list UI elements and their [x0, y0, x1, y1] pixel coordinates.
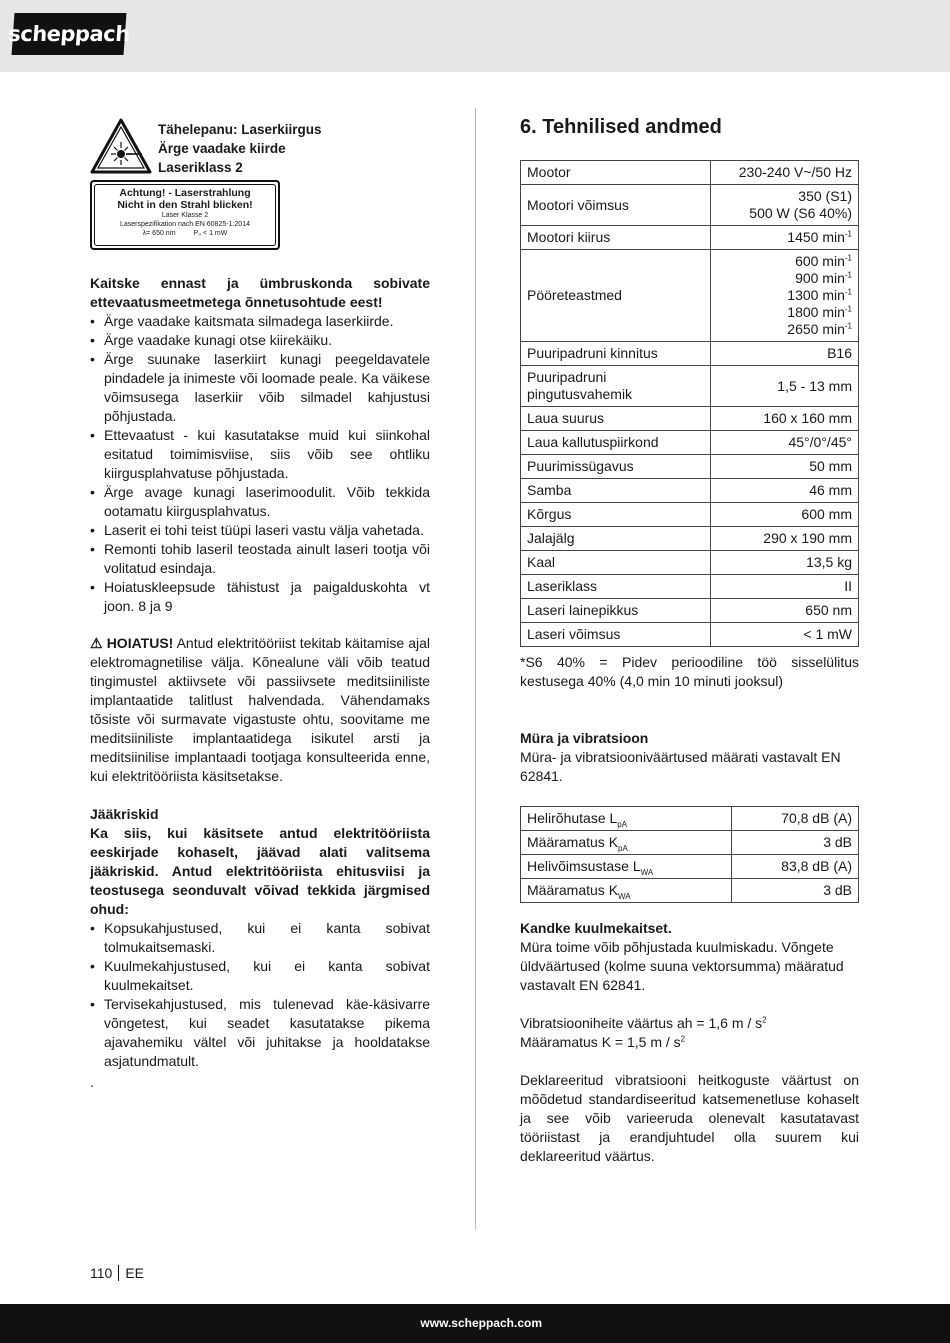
spec-value-text: II — [844, 578, 852, 594]
list-item: • Hoiatuskleepsude tähistust ja paigalduskohta vt joon. 8 ja 9 — [90, 578, 430, 616]
right-column — [520, 114, 859, 1166]
vibration-uncertainty — [520, 1033, 859, 1052]
spec-value-sup: -1 — [844, 229, 852, 239]
warning-line: Ärge vaadake kiirde — [158, 141, 286, 156]
spec-value-text: 290 x 190 mm — [763, 530, 852, 546]
laser-warning-title — [158, 120, 322, 177]
spec-label: Laseri võimsus — [521, 623, 711, 647]
vibration-sup: 2 — [762, 1015, 767, 1025]
noise-value: 3 dB — [731, 879, 858, 903]
noise-label-sub: WA — [618, 891, 631, 901]
spec-value-text: 600 min — [795, 253, 845, 269]
noise-label-text: Helirõhutase L — [527, 810, 618, 826]
spec-value — [711, 527, 859, 551]
spec-value — [711, 185, 859, 226]
noise-label — [521, 807, 732, 831]
table-row — [521, 551, 859, 575]
noise-label-text: Helivõimsustase L — [527, 858, 641, 874]
spec-value-text: 1800 min — [787, 304, 845, 320]
table-row — [521, 431, 859, 455]
spec-value-line — [717, 578, 852, 595]
noise-label-text: Määramatus K — [527, 834, 619, 850]
spec-value-text: 46 mm — [809, 482, 852, 498]
spec-value-line — [717, 378, 852, 395]
spec-value-line — [717, 554, 852, 571]
noise-label-text: Määramatus K — [527, 882, 619, 898]
spec-value — [711, 455, 859, 479]
table-row — [521, 855, 859, 879]
header-band — [0, 0, 950, 72]
spec-value-text: 1,5 - 13 mm — [777, 377, 852, 394]
laser-label-line: Laserspezifikation nach EN 60825-1:2014 — [120, 221, 250, 228]
noise-value: 70,8 dB (A) — [731, 807, 858, 831]
spec-value-line — [717, 506, 852, 523]
spec-value — [711, 431, 859, 455]
spec-label: Puuripadruni kinnitus — [521, 342, 711, 366]
vibration-sup: 2 — [680, 1034, 686, 1044]
spec-value-text: 1300 min — [787, 287, 845, 303]
emf-warning-paragraph — [90, 634, 430, 786]
laser-warning-icon — [90, 118, 152, 174]
spec-value-line — [717, 188, 852, 205]
table-row — [521, 527, 859, 551]
noise-table-body — [521, 807, 859, 903]
spec-label: Laseri lainepikkus — [521, 599, 711, 623]
spec-value-text: 1450 min — [787, 229, 845, 245]
noise-label — [521, 879, 732, 903]
residual-risks-title: Jääkriskid — [90, 806, 159, 822]
table-row — [521, 185, 859, 226]
laser-label-line: Achtung! - Laserstrahlung — [119, 187, 251, 199]
spec-value-line — [717, 304, 852, 321]
language-code: EE — [125, 1265, 145, 1281]
spec-label: Laua suurus — [521, 407, 711, 431]
laser-label-wavelength: λ= 650 nm — [142, 230, 176, 237]
spec-table — [520, 160, 859, 647]
spec-label: Samba — [521, 479, 711, 503]
laser-label-line: Laser Klasse 2 — [161, 212, 209, 219]
vibration-line-1: Vibratsiooniheite väärtus ah = 1,6 m / s — [520, 1015, 763, 1031]
list-item: • Ärge suunake laserkiirt kunagi peegeldavatele pindadele ja inimeste või loomade peale. Ka väikese võimsusega laserkiir võib silmadel kahjustusi põhjustada. — [90, 350, 430, 426]
list-item: • Kopsukahjustused, kui ei kanta sobivat tolmukaitsemaski. — [90, 919, 430, 957]
spec-value-text: 350 (S1) — [798, 188, 852, 204]
table-row — [521, 455, 859, 479]
laser-bullet-list — [90, 312, 430, 616]
trailing-dot: . — [90, 1074, 94, 1090]
spec-value-text: 650 nm — [805, 602, 852, 618]
spec-value — [711, 366, 859, 407]
noise-label — [521, 855, 732, 879]
noise-label-sub: WA — [640, 867, 654, 877]
spec-label: Puuripadruni pingutusvahemik — [521, 366, 711, 407]
noise-label — [521, 831, 732, 855]
spec-label: Kaal — [521, 551, 711, 575]
spec-value-line — [717, 602, 852, 619]
left-column — [90, 118, 430, 1092]
table-row — [521, 342, 859, 366]
list-item: • Remonti tohib laseril teostada ainult laseri tootja või volitatud esindaja. — [90, 540, 430, 578]
noise-value: 3 dB — [731, 831, 858, 855]
list-item: • Laserit ei tohi teist tüüpi laseri vastu välja vahetada. — [90, 521, 430, 540]
laser-label-line: Nicht in den Strahl blicken! — [117, 199, 253, 211]
spec-value-text: 160 x 160 mm — [763, 410, 852, 426]
list-item: • Ärge avage kunagi laserimoodulit. Võib tekkida ootamatu kiirgusplahvatus. — [90, 483, 430, 521]
warning-line: Tähelepanu: Laserkiirgus — [158, 122, 322, 137]
column-divider — [475, 108, 476, 1230]
spec-value-line — [717, 345, 852, 362]
hoiatus-label: ⚠ HOIATUS! — [90, 635, 174, 651]
spec-value-text: 13,5 kg — [806, 554, 852, 570]
spec-label: Mootori võimsus — [521, 185, 711, 226]
spec-value-line — [717, 164, 852, 181]
spec-table-body — [521, 161, 859, 647]
table-row — [521, 575, 859, 599]
spec-value — [711, 250, 859, 342]
noise-table — [520, 806, 859, 903]
spec-value-line — [717, 482, 852, 499]
spec-value — [711, 599, 859, 623]
spec-value-text: B16 — [827, 345, 852, 361]
spec-value-line — [717, 458, 852, 475]
table-row — [521, 407, 859, 431]
table-row — [521, 503, 859, 527]
spec-value-line — [717, 410, 852, 427]
residual-bullet-list — [90, 919, 430, 1071]
ear-protection-title: Kandke kuulmekaitset. — [520, 920, 672, 936]
list-item: • Ärge vaadake kunagi otse kiirekäiku. — [90, 331, 430, 350]
spec-value — [711, 623, 859, 647]
spec-value — [711, 226, 859, 250]
spec-value-text: 50 mm — [809, 458, 852, 474]
spec-value-line — [717, 626, 852, 643]
spec-label: Kõrgus — [521, 503, 711, 527]
brand-logo — [7, 13, 131, 55]
noise-text: Müra- ja vibratsiooniväärtused määrati vastavalt EN 62841. — [520, 749, 841, 784]
page-number: 110 — [90, 1265, 113, 1281]
footer-band — [0, 1304, 950, 1343]
spec-value-text: < 1 mW — [803, 626, 852, 642]
spec-value — [711, 161, 859, 185]
noise-label-sub: pA — [618, 843, 628, 853]
spec-value — [711, 575, 859, 599]
declared-vibration-text: Deklareeritud vibratsiooni heitkoguste väärtust on mõõdetud standardiseeritud katsemenetluse kohaselt ja see võib varieeruda olenevalt kasutatavast tööriistast ja erandjuhtudel olla suurem kui deklareeritud väärtus. — [520, 1072, 859, 1164]
residual-risks-intro: Ka siis, kui käsitsete antud elektritööriista eeskirjade kohaselt, jäävad alati valitsema jääkriskid. Antud elektritööriista ehitusviisi ja teostusega seonduvalt võivad tekkida järgmised ohud: — [90, 825, 430, 917]
laser-class-label — [90, 180, 280, 250]
spec-value-sup: -1 — [844, 287, 852, 297]
laser-label-inner — [94, 184, 276, 246]
spec-label: Laseriklass — [521, 575, 711, 599]
intro-bold: Kaitske ennast ja ümbruskonda sobivate ettevaatusmeetmetega õnnetusohtude eest! — [90, 275, 430, 310]
spec-value-line — [717, 205, 852, 222]
spec-value-sup: -1 — [844, 304, 852, 314]
spec-footnote: *S6 40% = Pidev perioodiline töö sisselülitus kestusega 40% (4,0 min 10 minuti jooksul) — [520, 654, 859, 689]
hoiatus-text: Antud elektritööriist tekitab käitamise ajal elektromagnetilise välja. Kõnealune väli võib teatud tingimustel aktiivsete või passiivsete meditsiiniliste implantaatide talitlust halvendada. Vähendamaks tõsiste või surmavate vigastuste ohtu, soovitame me meditsiiniliste implantaatidega isikutel arsti ja meditsiinilise implantaadi tootjaga konsulteerida enne, kui elektritööriista käsitsetakse. — [90, 635, 430, 784]
spec-value — [711, 503, 859, 527]
vibration-value — [520, 1014, 859, 1033]
spec-value — [711, 479, 859, 503]
noise-label-sub: pA — [617, 819, 628, 829]
page-footer-number — [90, 1265, 144, 1281]
spec-value-text: 500 W (S6 40%) — [749, 205, 852, 221]
spec-value-sup: -1 — [844, 253, 852, 263]
spec-value-line — [717, 253, 852, 270]
spec-value — [711, 551, 859, 575]
section-title: 6. Tehnilised andmed — [520, 116, 722, 138]
table-row — [521, 599, 859, 623]
spec-label: Pööreteastmed — [521, 250, 711, 342]
laser-label-power: P₀ < 1 mW — [193, 230, 228, 237]
spec-value-text: 2650 min — [787, 321, 845, 337]
spec-value-line — [717, 270, 852, 287]
spec-value — [711, 407, 859, 431]
list-item: • Kuulmekahjustused, kui ei kanta sobivat kuulmekaitset. — [90, 957, 430, 995]
table-row — [521, 250, 859, 342]
noise-value: 83,8 dB (A) — [731, 855, 858, 879]
spec-label: Puurimissügavus — [521, 455, 711, 479]
spec-value-line — [717, 229, 852, 246]
laser-warning-block — [90, 118, 430, 258]
spec-value-sup: -1 — [844, 321, 852, 331]
list-item: • Ärge vaadake kaitsmata silmadega laserkiirde. — [90, 312, 430, 331]
table-row — [521, 161, 859, 185]
spec-value-text: 230-240 V~/50 Hz — [738, 164, 852, 180]
spec-value-line — [717, 530, 852, 547]
spec-value — [711, 342, 859, 366]
footer-separator — [118, 1265, 119, 1281]
table-row — [521, 226, 859, 250]
table-row — [521, 807, 859, 831]
spec-value-sup: -1 — [844, 270, 852, 280]
spec-value-line — [717, 434, 852, 451]
website-link[interactable]: www.scheppach.com — [420, 1316, 542, 1330]
spec-value-text: 600 mm — [801, 506, 852, 522]
table-row — [521, 479, 859, 503]
spec-label: Laua kallutuspiirkond — [521, 431, 711, 455]
vibration-line-2: Määramatus K = 1,5 m / s — [520, 1034, 681, 1050]
noise-title: Müra ja vibratsioon — [520, 730, 649, 746]
spec-label: Mootori kiirus — [521, 226, 711, 250]
list-item: • Ettevaatust - kui kasutatakse muid kui siinkohal esitatud toimimisviise, siis võib see ohtliku kiirgusplahvatuse põhjustada. — [90, 426, 430, 483]
laser-label-specs — [95, 229, 275, 238]
spec-value-text: 900 min — [795, 270, 845, 286]
table-row — [521, 366, 859, 407]
spec-label: Mootor — [521, 161, 711, 185]
spec-label: Jalajälg — [521, 527, 711, 551]
list-item: • Tervisekahjustused, mis tulenevad käe-käsivarre võngetest, kui seadet kasutatakse pikema ajavahemiku vältel või juhitakse ja hooldatakse asjatundmatult. — [90, 995, 430, 1071]
spec-value-line — [717, 287, 852, 304]
spec-value-line — [717, 321, 852, 338]
ear-protection-text: Müra toime võib põhjustada kuulmiskadu. Võngete üldväärtused (kolme suuna vektorsumma) määratud vastavalt EN 62841. — [520, 939, 844, 993]
spec-value-text: 45°/0°/45° — [788, 434, 852, 450]
table-row — [521, 623, 859, 647]
brand-logo-text: scheppach — [7, 22, 131, 46]
warning-line: Laseriklass 2 — [158, 160, 243, 175]
table-row — [521, 879, 859, 903]
table-row — [521, 831, 859, 855]
